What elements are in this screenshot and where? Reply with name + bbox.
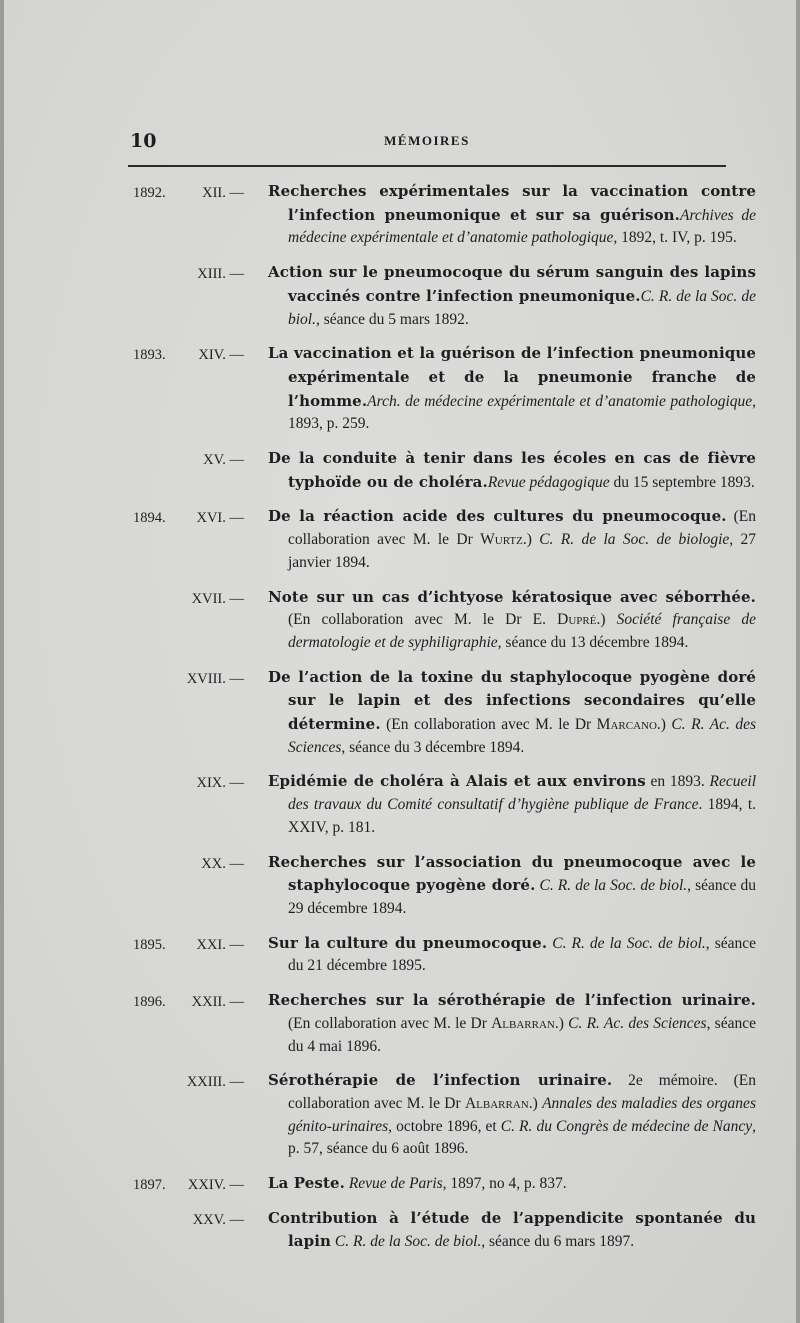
citation-text: , séance du 3 décembre 1894. bbox=[341, 738, 525, 756]
entry-title: La vaccination et la guérison de l’infection pneumonique expérimentale et de la pneumonie franche de l’homme. bbox=[268, 344, 756, 410]
entry-body bbox=[268, 586, 756, 655]
bibliography-entry bbox=[4, 447, 796, 494]
citation-text: 1892, t. IV, p. 195. bbox=[617, 229, 737, 247]
journal-name: Revue de Paris bbox=[348, 1175, 443, 1193]
bibliography-entry bbox=[4, 505, 796, 574]
entry-title: De l’action de la toxine du staphylocoque pyogène doré sur le lapin et des infections secondaires qu’elle détermine. bbox=[268, 667, 756, 734]
citation-text: .) bbox=[596, 611, 617, 629]
entry-year: 1894. bbox=[133, 510, 166, 527]
journal-name: Recueil des travaux du Comité consultatif d’hygiène publique de France bbox=[288, 773, 757, 814]
journal-name: C. R. du Congrès de médecine de Nancy bbox=[500, 1117, 753, 1135]
bibliography-list bbox=[4, 180, 796, 1265]
citation-text: (En collaboration avec M. le Dr bbox=[288, 508, 756, 549]
journal-name: C. R. de la Soc. de biol. bbox=[288, 287, 756, 328]
entry-body bbox=[268, 989, 756, 1058]
entry-year: 1897. bbox=[133, 1177, 166, 1194]
bibliography-entry bbox=[4, 342, 796, 436]
entry-body bbox=[268, 342, 756, 436]
journal-name: Archives de médecine expérimentale et d’anatomie pathologique, bbox=[288, 206, 756, 247]
citation-text: 2e mémoire. (En collaboration avec M. le Dr bbox=[288, 1072, 756, 1112]
entry-number: XXIV. — bbox=[187, 1177, 244, 1194]
entry-body bbox=[268, 1172, 756, 1196]
citation-text: , séance du 5 mars 1892. bbox=[316, 310, 469, 328]
entry-title: De la conduite à tenir dans les écoles en cas de fièvre typhoïde ou de choléra. bbox=[268, 449, 756, 491]
citation-text: , 1897, no 4, p. 837. bbox=[442, 1175, 567, 1193]
journal-name: C. R. de la Soc. de biol. bbox=[334, 1233, 482, 1251]
entry-title: Recherches sur l’association du pneumocoque avec le staphylocoque pyogène doré. bbox=[268, 852, 756, 895]
bibliography-entry bbox=[4, 770, 796, 839]
journal-name: Arch. de médecine expérimentale et d’anatomie pathologique bbox=[367, 392, 753, 410]
entry-year: 1895. bbox=[133, 936, 166, 953]
bibliography-entry bbox=[4, 180, 796, 250]
bibliography-entry bbox=[4, 586, 796, 655]
journal-name: C. R. Ac. des Sciences bbox=[288, 716, 756, 756]
entry-number: XVII. — bbox=[191, 590, 244, 607]
entry-number: XIII. — bbox=[197, 266, 244, 283]
author-name: Wurtz bbox=[480, 531, 523, 549]
journal-name: Société française de dermatologie et de syphiligraphie bbox=[288, 611, 756, 651]
citation-text: (En collaboration avec M. le Dr bbox=[380, 716, 597, 734]
entry-title: La Peste. bbox=[268, 1174, 345, 1193]
journal-name: C. R. de la Soc. de biol. bbox=[552, 934, 706, 952]
entry-title: Sérothérapie de l’infection urinaire. bbox=[268, 1071, 613, 1090]
section-title: MÉMOIRES bbox=[384, 133, 470, 148]
citation-text: , séance du 13 décembre 1894. bbox=[497, 633, 689, 651]
journal-name: C. R. de la Soc. de biol. bbox=[539, 877, 688, 895]
entry-body bbox=[268, 261, 756, 331]
citation-text: en 1893. bbox=[645, 773, 710, 791]
citation-text: , séance du 29 décembre 1894. bbox=[288, 877, 756, 917]
entry-year: 1893. bbox=[133, 347, 166, 364]
bibliography-entry bbox=[4, 261, 796, 331]
citation-text: , octobre 1896, et bbox=[388, 1117, 501, 1135]
entry-number: XIV. — bbox=[198, 347, 244, 364]
entry-number: XXI. — bbox=[196, 936, 244, 953]
entry-number: XII. — bbox=[202, 185, 244, 201]
entry-title: Action sur le pneumocoque du sérum sanguin des lapins vaccinés contre l’infection pneumonique. bbox=[268, 263, 756, 305]
bibliography-entry bbox=[4, 1069, 796, 1161]
entry-number: XV. — bbox=[203, 452, 244, 469]
entry-number: XIX. — bbox=[196, 775, 244, 792]
citation-text: , séance du 6 mars 1897. bbox=[481, 1233, 635, 1251]
entry-body bbox=[268, 932, 756, 978]
entry-title: Contribution à l’étude de l’appendicite spontanée du lapin bbox=[268, 1208, 756, 1251]
entry-number: XXII. — bbox=[191, 994, 244, 1011]
book-page bbox=[4, 0, 796, 1323]
entry-title: Note sur un cas d’ichtyose kératosique avec séborrhée. bbox=[268, 587, 756, 606]
author-name: Albarran bbox=[464, 1094, 529, 1112]
entry-title: Recherches expérimentales sur la vaccination contre l’infection pneumonique et sur sa guérison. bbox=[268, 182, 756, 224]
journal-name: C. R. de la Soc. de biologie bbox=[539, 531, 730, 549]
entry-body bbox=[268, 770, 756, 839]
running-head bbox=[128, 130, 726, 152]
author-name: Dupré bbox=[557, 611, 597, 629]
journal-name: Revue pédagogique bbox=[487, 473, 610, 491]
citation-text: .) bbox=[522, 531, 540, 549]
entry-body bbox=[268, 505, 756, 574]
citation-text: , 1893, p. 259. bbox=[288, 392, 756, 433]
entry-year: 1892. bbox=[133, 185, 166, 201]
entry-title: Recherches sur la sérothérapie de l’infection urinaire. bbox=[268, 991, 756, 1010]
bibliography-entry bbox=[4, 1207, 796, 1254]
citation-text: .) bbox=[656, 716, 672, 734]
entry-number: XX. — bbox=[201, 855, 244, 872]
bibliography-entry bbox=[4, 851, 796, 921]
entry-number: XXV. — bbox=[192, 1211, 244, 1228]
entry-title: Sur la culture du pneumocoque. bbox=[268, 933, 548, 952]
entry-number: XVIII. — bbox=[186, 670, 244, 687]
entry-body bbox=[268, 447, 756, 494]
entry-body bbox=[268, 180, 756, 250]
bibliography-entry bbox=[4, 989, 796, 1058]
bibliography-entry bbox=[4, 666, 796, 760]
entry-body bbox=[268, 851, 756, 921]
author-name: Albarran bbox=[491, 1014, 555, 1032]
citation-text: . 1894, t. XXIV, p. 181. bbox=[288, 796, 756, 836]
entry-number: XXIII. — bbox=[186, 1074, 244, 1091]
citation-text: , séance du 21 décembre 1895. bbox=[288, 934, 756, 975]
bibliography-entry bbox=[4, 1172, 796, 1196]
citation-text: (En collaboration avec M. le Dr E. bbox=[288, 611, 558, 629]
header-rule bbox=[128, 165, 726, 167]
citation-text: , séance du 4 mai 1896. bbox=[288, 1014, 756, 1055]
journal-name: C. R. Ac. des Sciences bbox=[568, 1014, 707, 1032]
entry-body bbox=[268, 666, 756, 760]
page-number: 10 bbox=[130, 130, 157, 152]
entry-number: XVI. — bbox=[196, 510, 244, 527]
entry-title: De la réaction acide des cultures du pneumocoque. bbox=[268, 507, 727, 526]
entry-title: Epidémie de choléra à Alais et aux environs bbox=[268, 772, 646, 791]
citation-text: .) bbox=[554, 1014, 569, 1032]
entry-body bbox=[268, 1207, 756, 1254]
citation-text: .) bbox=[528, 1094, 543, 1112]
citation-text: , 27 janvier 1894. bbox=[288, 531, 756, 571]
entry-year: 1896. bbox=[133, 994, 166, 1011]
citation-text: du 15 septembre 1893. bbox=[609, 473, 755, 491]
entry-body bbox=[268, 1069, 756, 1161]
journal-name: Annales des maladies des organes génito-urinaires bbox=[288, 1094, 756, 1135]
author-name: Marcano bbox=[596, 716, 657, 734]
citation-text: (En collaboration avec M. le Dr bbox=[288, 1014, 492, 1032]
citation-text: , p. 57, séance du 6 août 1896. bbox=[288, 1117, 756, 1158]
bibliography-entry bbox=[4, 932, 796, 978]
